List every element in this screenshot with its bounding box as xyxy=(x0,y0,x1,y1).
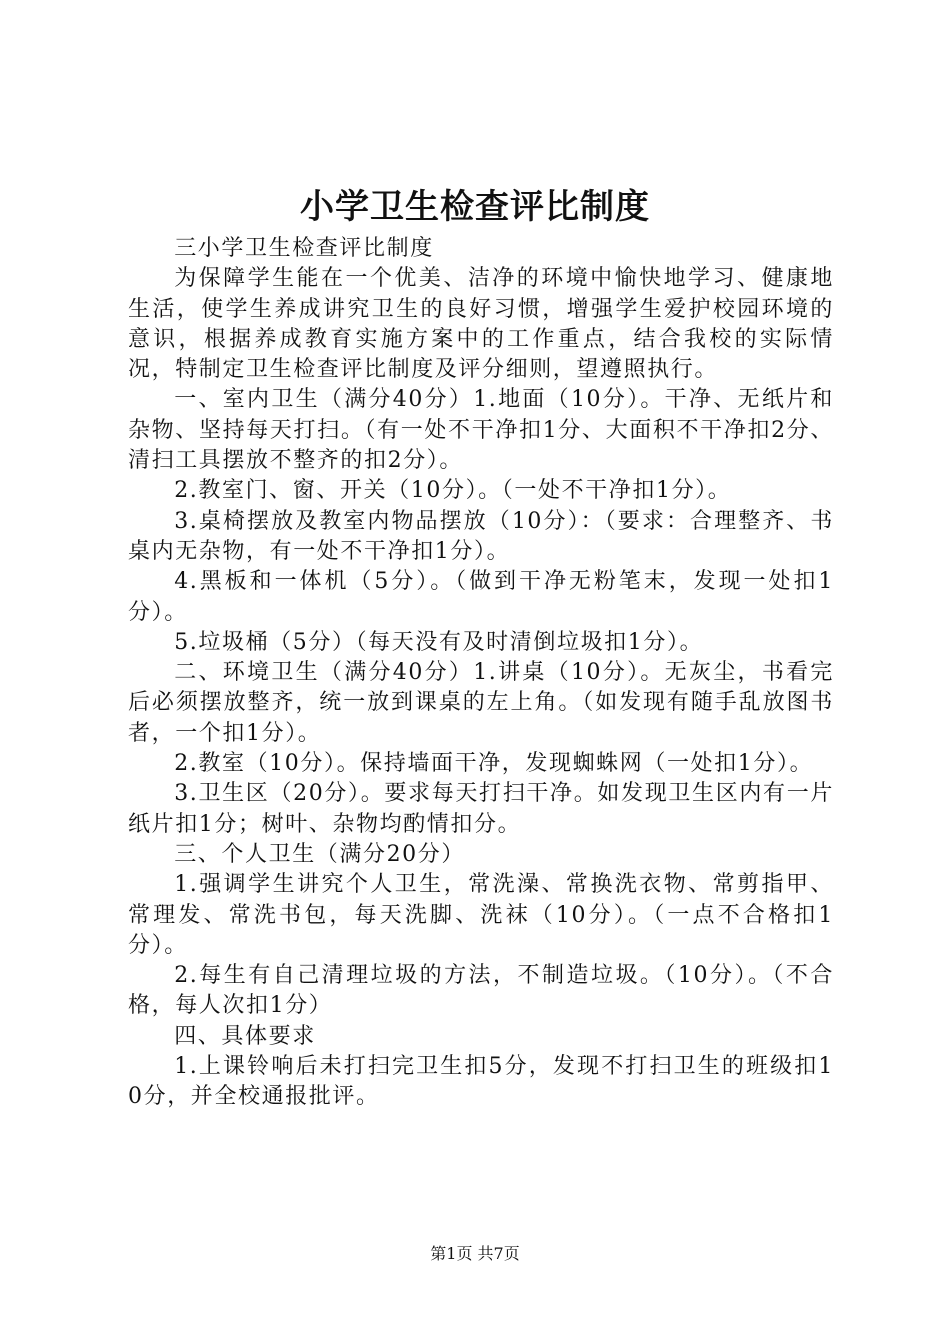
paragraph: 三小学卫生检查评比制度 xyxy=(174,236,434,261)
paragraph: 3.桌椅摆放及教室内物品摆放（10分）：（要求：合理整齐、书桌内无杂物，有一处不干净扣1分）。 xyxy=(128,508,834,564)
document-body xyxy=(128,234,834,1113)
paragraph: 二、环境卫生（满分40分）1.讲桌（10分）。无灰尘，书看完后必须摆放整齐，统一放到课桌的左上角。（如发现有随手乱放图书者，一个扣1分）。 xyxy=(128,660,834,746)
page-number-footer: 第1页 共7页 xyxy=(430,1244,520,1263)
document-title: 小学卫生检查评比制度 xyxy=(300,187,650,227)
paragraph: 3.卫生区（20分）。要求每天打扫干净。如发现卫生区内有一片纸片扣1分；树叶、杂物均酌情扣分。 xyxy=(128,781,834,837)
paragraph: 4.黑板和一体机（5分）。（做到干净无粉笔末，发现一处扣1分）。 xyxy=(128,569,834,625)
paragraph: 1.上课铃响后未打扫完卫生扣5分，发现不打扫卫生的班级扣10分，并全校通报批评。 xyxy=(128,1054,834,1110)
paragraph: 5.垃圾桶（5分）（每天没有及时清倒垃圾扣1分）。 xyxy=(174,629,704,655)
paragraph: 为保障学生能在一个优美、洁净的环境中愉快地学习、健康地生活，使学生养成讲究卫生的良好习惯，增强学生爱护校园环境的意识，根据养成教育实施方案中的工作重点，结合我校的实际情况，特制定卫生检查评比制度及评分细则，望遵照执行。 xyxy=(128,266,834,383)
paragraph: 2.每生有自己清理垃圾的方法，不制造垃圾。（10分）。（不合格，每人次扣1分） xyxy=(128,963,834,1019)
paragraph: 2.教室门、窗、开关（10分）。（一处不干净扣1分）。 xyxy=(174,478,732,504)
paragraph: 三、个人卫生（满分20分） xyxy=(174,841,465,867)
paragraph: 2.教室（10分）。保持墙面干净，发现蜘蛛网（一处扣1分）。 xyxy=(174,751,814,777)
paragraph: 四、具体要求 xyxy=(174,1023,316,1049)
paragraph: 一、室内卫生（满分40分）1.地面（10分）。干净、无纸片和杂物、坚持每天打扫。（有一处不干净扣1分、大面积不干净扣2分、清扫工具摆放不整齐的扣2分）。 xyxy=(128,387,834,474)
paragraph: 1.强调学生讲究个人卫生，常洗澡、常换洗衣物、常剪指甲、常理发、常洗书包，每天洗脚、洗袜（10分）。（一点不合格扣1分）。 xyxy=(128,872,834,958)
